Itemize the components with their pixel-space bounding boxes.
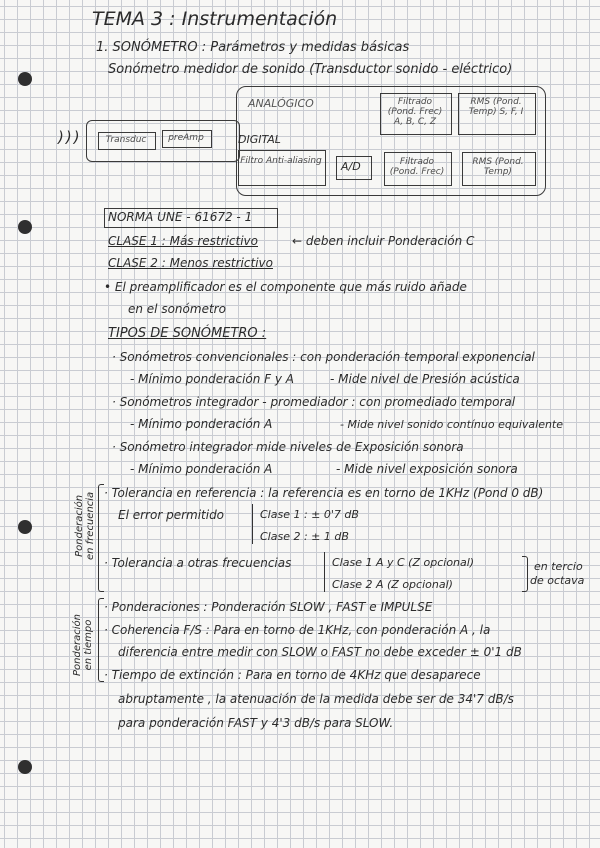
otras-bracket [324,552,325,592]
preamp-note-1: • El preamplificador es el componente que más ruido añade [104,280,467,294]
tipo-1-text: · Sonómetros convencionales : con ponderación temporal exponencial [112,350,535,364]
digital-filter-label: Filtrado (Pond. Frec) [389,157,445,177]
tipo-3-text: · Sonómetro integrador mide niveles de Exposición sonora [112,440,464,454]
freq-side-label [74,492,96,560]
time-side-label-2: en tiempo [83,619,94,671]
transducer-label: Transduc [105,135,147,145]
sonometer-diagram [0,0,600,210]
tiempo-line-6: para ponderación FAST y 4'3 dB/s para SLOW. [118,716,394,730]
tipo-3-measure: - Mide nivel exposición sonora [336,462,518,476]
preamp-label: preAmp [168,133,204,143]
tipo-2-text: · Sonómetros integrador - promediador : con promediado temporal [112,395,516,409]
tercio-brace [522,556,528,592]
tercio-label-1: en tercio [534,560,583,573]
clase-1-line: CLASE 1 : Más restrictivo [108,234,258,248]
freq-side-label-1: Ponderación [74,494,85,557]
tiempo-line-5: abruptamente , la atenuación de la medida debe ser de 34'7 dB/s [118,692,514,706]
error-bracket [252,504,253,544]
otras-clase-1: Clase 1 A y C (Z opcional) [332,556,475,569]
clase-2-line: CLASE 2 : Menos restrictivo [108,256,273,270]
freq-side-label-2: en frecuencia [85,491,96,560]
error-clase-1: Clase 1 : ± 0'7 dB [260,508,359,521]
tiempo-line-2: · Coherencia F/S : Para en torno de 1KHz, con ponderación A , la [104,623,491,637]
clase-1-note: ← deben incluir Ponderación C [292,234,475,248]
tipo-2-min: - Mínimo ponderación A [130,417,273,431]
tiempo-line-4: · Tiempo de extinción : Para en torno de 4KHz que desaparece [104,668,481,682]
aa-filter-label: Filtro Anti-aliasing [240,156,322,166]
page-title: TEMA 3 : Instrumentación [92,8,338,30]
adc-label: A/D [341,160,361,173]
tipo-3-min: - Mínimo ponderación A [130,462,273,476]
error-label: El error permitido [118,508,225,522]
tipos-heading: TIPOS DE SONÓMETRO : [108,326,267,341]
binder-hole [18,220,32,234]
sound-waves: ))) [58,128,82,146]
tol-otras-line: · Tolerancia a otras frecuencias [104,556,292,570]
otras-clase-2: Clase 2 A (Z opcional) [332,578,453,591]
tercio-label-2: de octava [530,574,585,587]
digital-rms-label: RMS (Pond. Temp) [472,157,524,177]
analog-label: ANALÓGICO [248,97,314,110]
freq-brace [98,484,104,592]
tiempo-line-1: · Ponderaciones : Ponderación SLOW , FAST e IMPULSE [104,600,433,614]
norma-title: NORMA UNE - 61672 - 1 [108,210,253,224]
tipo-1-min: - Mínimo ponderación F y A [130,372,295,386]
tol-ref-line: · Tolerancia en referencia : la referencia es en torno de 1KHz (Pond 0 dB) [104,486,544,500]
section-title: 1. SONÓMETRO : Parámetros y medidas básicas [96,40,410,55]
tipo-2-measure: - Mide nivel sonido contínuo equivalente [340,418,564,431]
intro-line: Sonómetro medidor de sonido (Transductor sonido - eléctrico) [108,62,513,77]
tiempo-line-3: diferencia entre medir con SLOW o FAST no debe exceder ± 0'1 dB [118,645,522,659]
error-clase-2: Clase 2 : ± 1 dB [260,530,349,543]
analog-filter-label: Filtrado (Pond. Frec) A, B, C, Z [387,97,443,127]
analog-rms-label: RMS (Pond. Temp) S, F, I [468,97,524,117]
digital-label: DIGITAL [238,133,281,146]
tipo-1-measure: - Mide nivel de Presión acústica [330,372,520,386]
binder-hole [18,760,32,774]
time-side-label-1: Ponderación [72,614,83,676]
binder-hole [18,520,32,534]
preamp-note-2: en el sonómetro [128,302,226,316]
time-side-label [72,614,94,676]
